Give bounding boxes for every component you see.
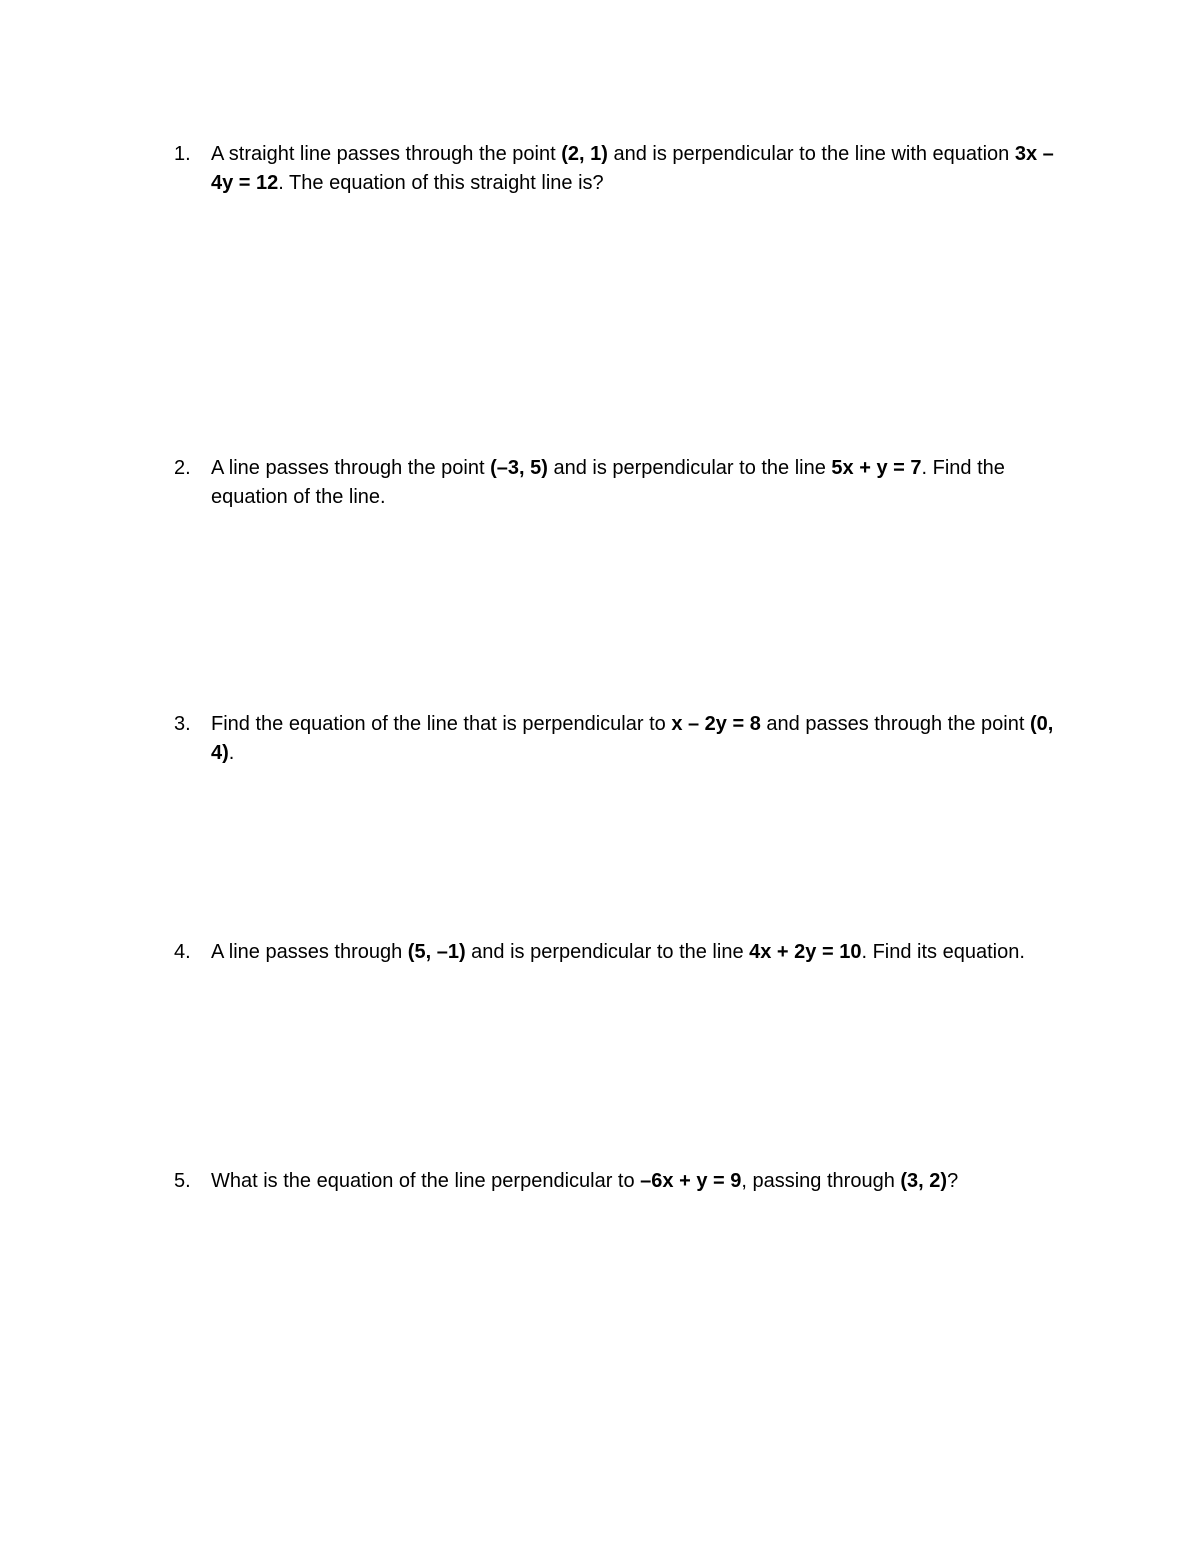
question-text xyxy=(211,140,1054,198)
question-text-segment: Find the equation of the line that is perpendicular to xyxy=(211,713,672,735)
line-equation: 3x – 4y = 12 xyxy=(211,143,1054,194)
question-text-segment: What is the equation of the line perpendicular to xyxy=(211,1170,641,1192)
question-text-segment: . xyxy=(228,742,235,764)
question-text-segment: and is perpendicular to the line xyxy=(547,457,832,479)
question-2 xyxy=(174,454,1054,512)
question-number: 5. xyxy=(174,1170,191,1192)
question-text-segment: and passes through the point xyxy=(760,713,1030,735)
question-text xyxy=(211,454,1054,512)
question-3 xyxy=(174,710,1054,768)
question-number: 4. xyxy=(174,941,191,963)
question-number: 3. xyxy=(174,713,191,735)
question-text-segment: ? xyxy=(947,1170,959,1192)
question-text xyxy=(211,1167,1054,1196)
point-coordinates: (3, 2) xyxy=(900,1170,948,1192)
question-4 xyxy=(174,938,1054,967)
line-equation: 4x + 2y = 10 xyxy=(749,941,862,963)
line-equation: –6x + y = 9 xyxy=(640,1170,742,1192)
question-text-segment: A straight line passes through the point xyxy=(211,143,562,165)
question-text-segment: . Find its equation. xyxy=(861,941,1025,963)
question-text xyxy=(211,938,1054,967)
point-coordinates: (5, –1) xyxy=(407,941,466,963)
question-number: 2. xyxy=(174,457,191,479)
question-text xyxy=(211,710,1054,768)
point-coordinates: (2, 1) xyxy=(561,143,608,165)
question-text-segment: , passing through xyxy=(741,1170,901,1192)
point-coordinates: (–3, 5) xyxy=(490,457,548,479)
question-number: 1. xyxy=(174,143,191,165)
line-equation: x – 2y = 8 xyxy=(671,713,761,735)
question-text-segment: . The equation of this straight line is? xyxy=(278,172,604,194)
question-text-segment: and is perpendicular to the line with equation xyxy=(607,143,1015,165)
question-text-segment: . Find the equation of the line. xyxy=(211,457,1005,508)
question-text-segment: A line passes through the point xyxy=(211,457,491,479)
question-5 xyxy=(174,1167,1054,1196)
point-coordinates: (0, 4) xyxy=(211,713,1054,764)
question-text-segment: and is perpendicular to the line xyxy=(465,941,750,963)
question-1 xyxy=(174,140,1054,198)
question-text-segment: A line passes through xyxy=(211,941,408,963)
line-equation: 5x + y = 7 xyxy=(831,457,922,479)
